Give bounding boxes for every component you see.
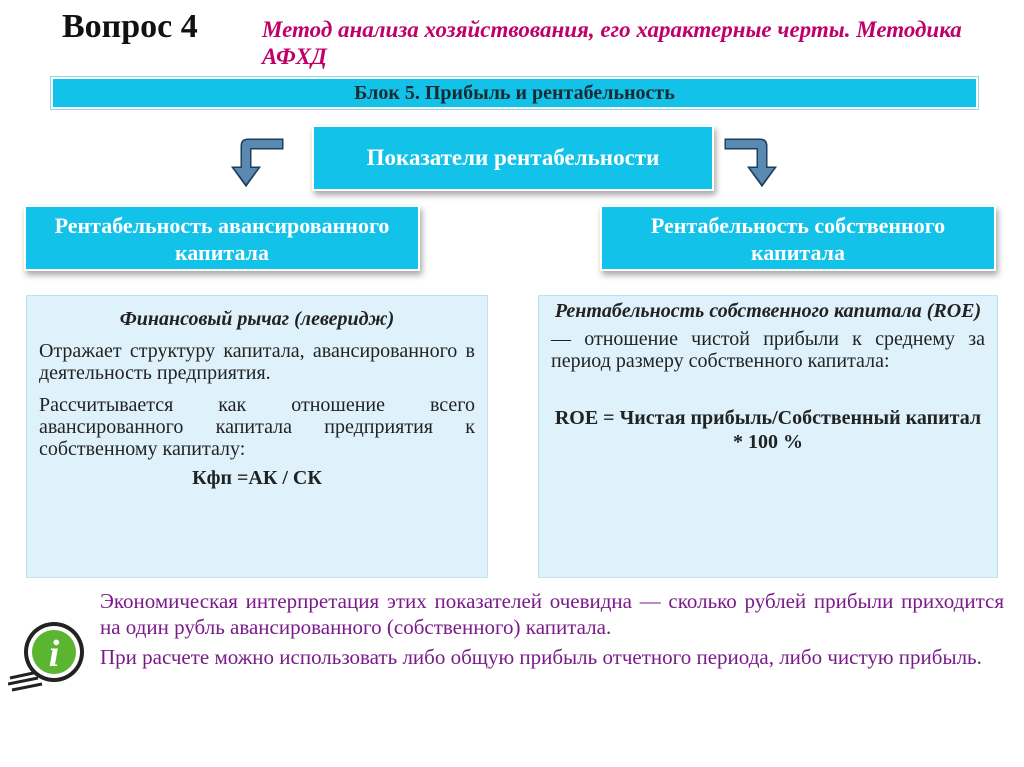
panel-paragraph: Отражает структуру капитала, авансированного в деятельность предприятия. <box>39 340 475 384</box>
panel-heading: Рентабельность собственного капитала (ROE) <box>554 300 982 322</box>
panel-paragraph: — отношение чистой прибыли к среднему за период размеру собственного капитала: <box>551 328 985 372</box>
info-icon <box>8 616 88 696</box>
svg-text:i: i <box>48 633 60 675</box>
block-banner: Блок 5. Прибыль и рентабельность <box>51 77 978 109</box>
center-box: Показатели рентабельности <box>312 125 714 191</box>
panel-paragraph: Рассчитывается как отношение всего авансированного капитала предприятия к собственному капиталу: <box>39 394 475 460</box>
curved-arrow-right-icon <box>722 132 782 192</box>
category-box-equity: Рентабельность собственного капитала <box>600 205 996 271</box>
slide-title: Метод анализа хозяйствования, его характерные черты. Методика АФХД <box>262 17 962 69</box>
formula: Кфп =АК / СК <box>192 467 322 489</box>
note-paragraph: Экономическая интерпретация этих показателей очевидна — сколько рублей прибыли приходится на один рубль авансированного (собственного) капитала. <box>100 589 1004 639</box>
question-label: Вопрос 4 <box>62 8 198 45</box>
curved-arrow-left-icon <box>226 132 286 192</box>
panel-financial-leverage <box>26 295 488 578</box>
formula: ROE = Чистая прибыль/Собственный капитал * 100 % <box>554 407 982 453</box>
panel-roe <box>538 295 998 578</box>
bottom-notes <box>100 588 1004 674</box>
note-paragraph: При расчете можно использовать либо общую прибыль отчетного периода, либо чистую прибыль. <box>100 645 982 669</box>
panel-heading: Финансовый рычаг (леверидж) <box>119 308 395 330</box>
category-box-advanced-capital: Рентабельность авансированного капитала <box>24 205 420 271</box>
